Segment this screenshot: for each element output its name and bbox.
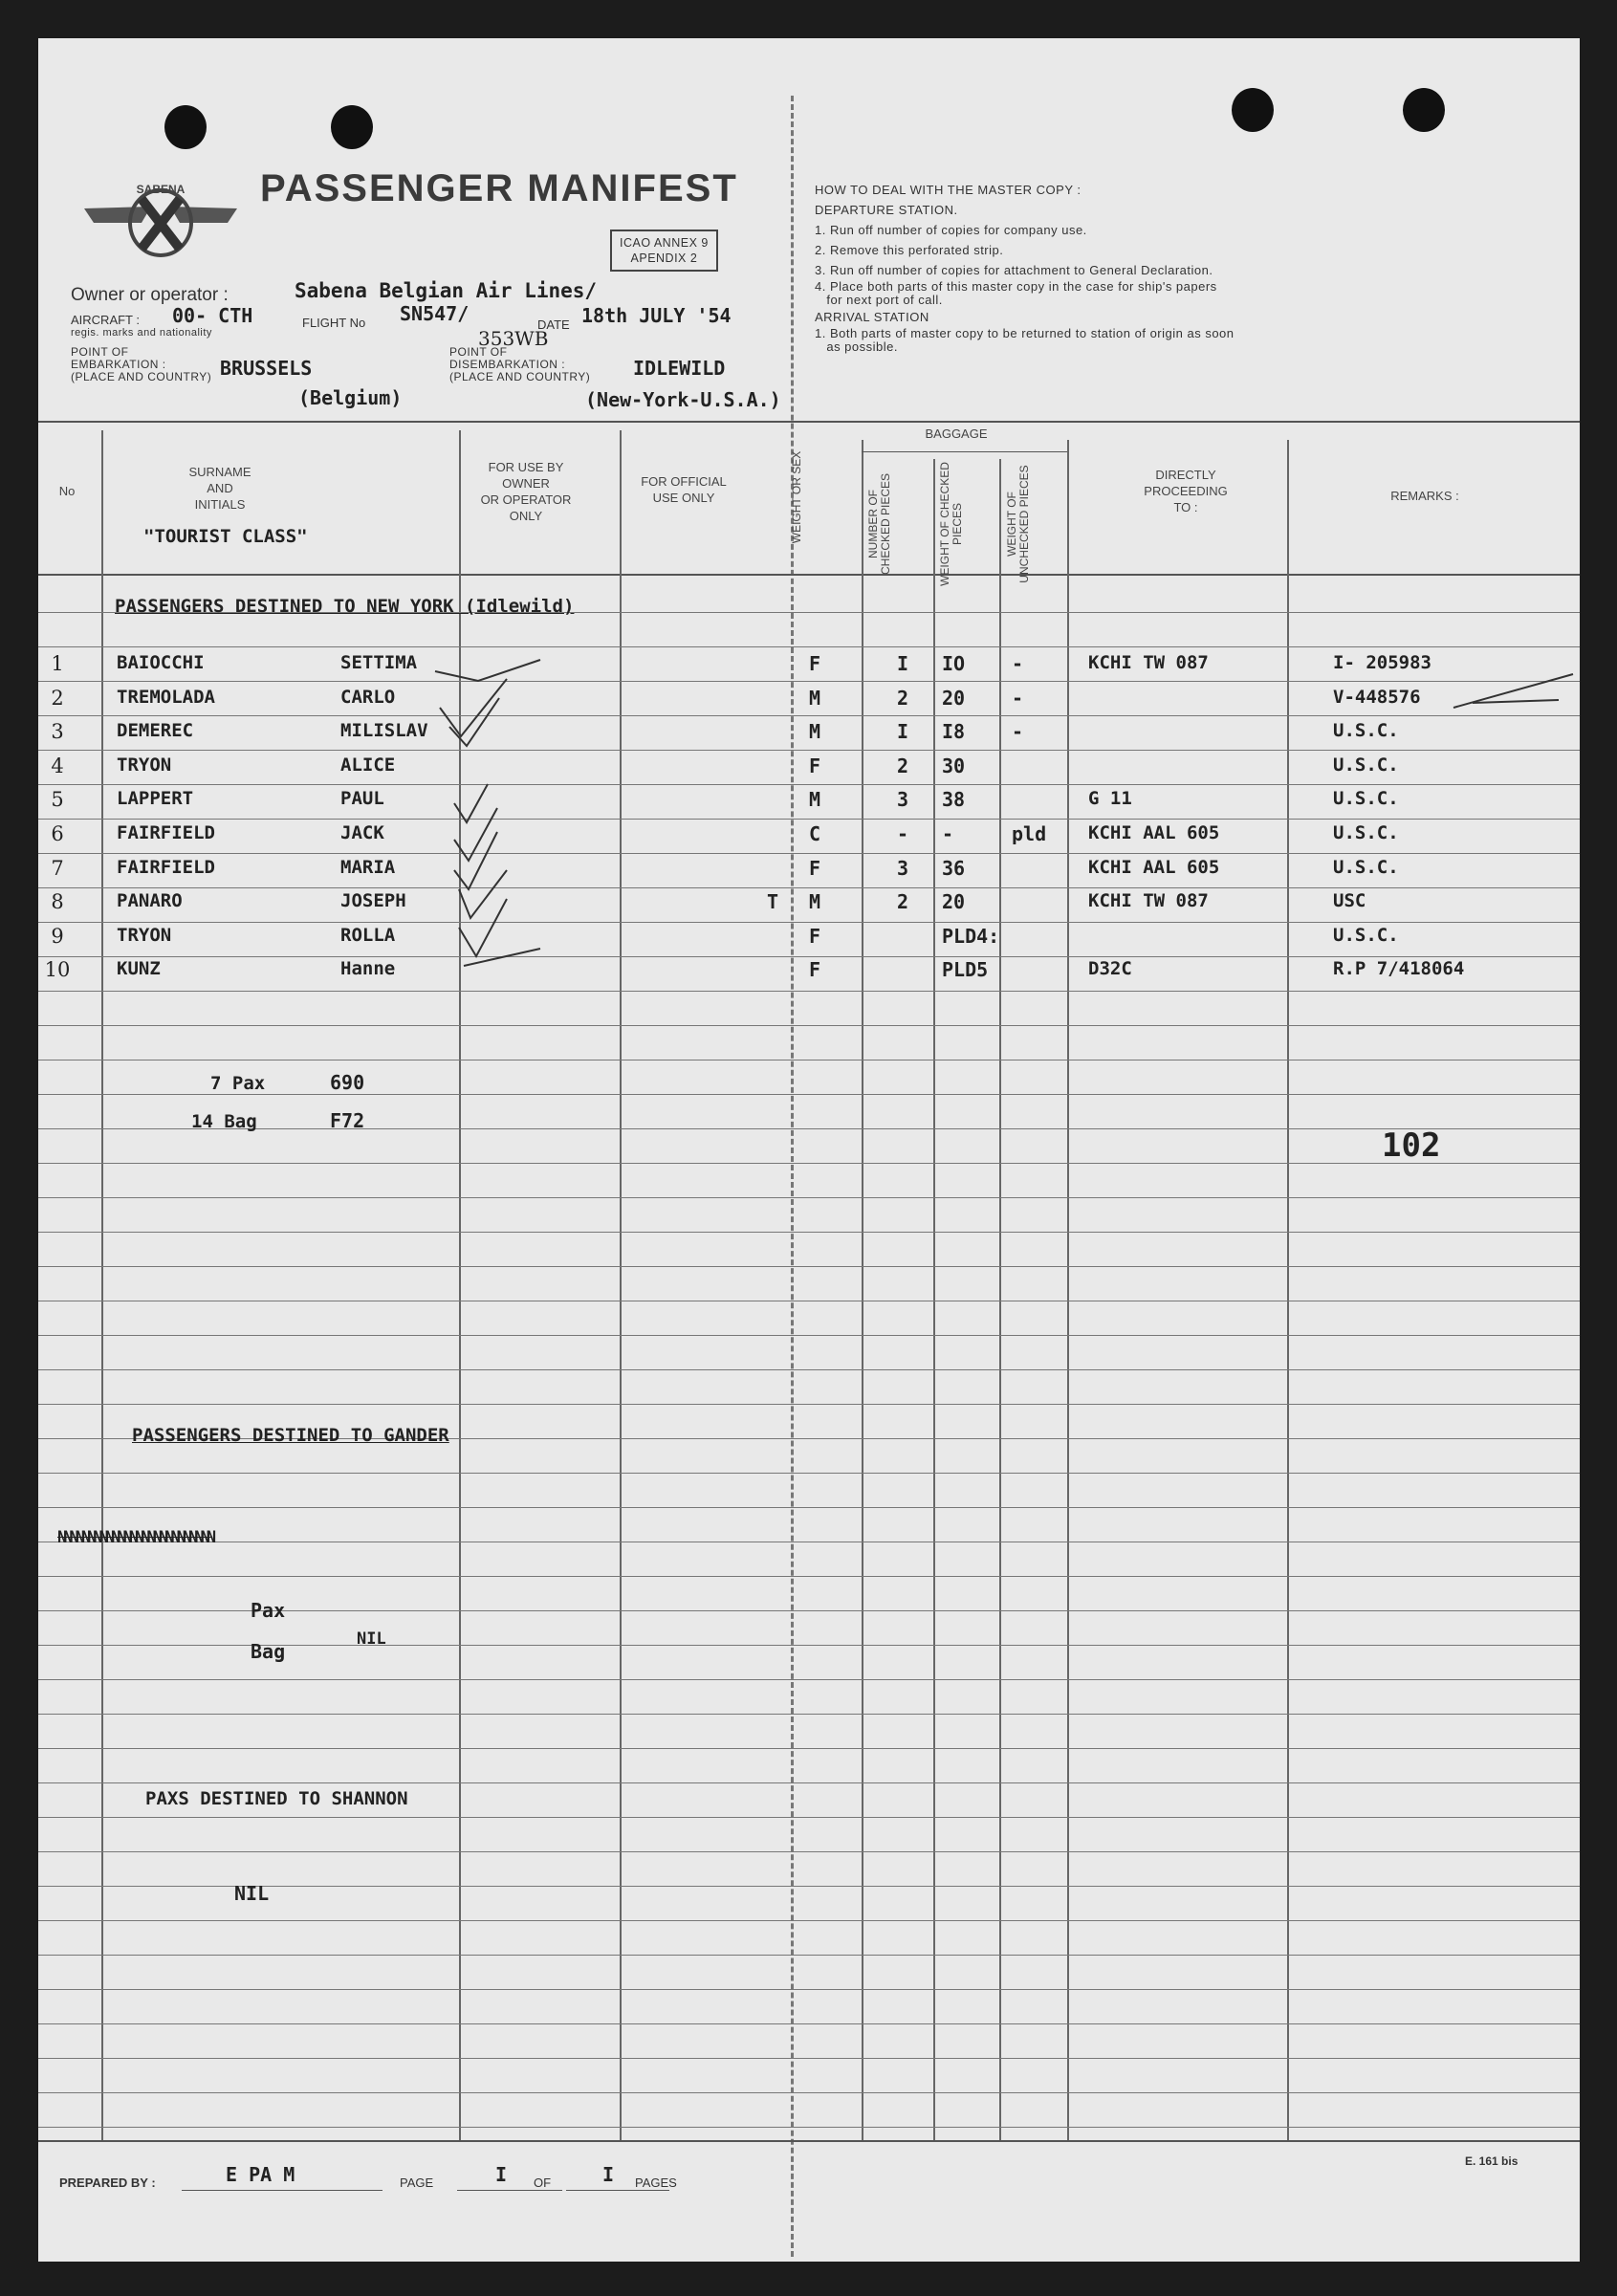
col-baggage: BAGGAGE [925,426,988,441]
embarkation-country: (Belgium) [298,386,403,409]
manifest-sheet [38,38,1580,2262]
owner-value: Sabena Belgian Air Lines/ [295,279,598,302]
pax-no: 4 [51,754,64,777]
col-no: No [58,484,76,498]
row-line [38,1955,1580,1956]
row-line [38,1060,1580,1061]
date-value: 18th JULY '54 [581,304,732,327]
section-new-york: PASSENGERS DESTINED TO NEW YORK (Idlewild) [115,596,575,617]
prepared-underline [182,2190,382,2191]
of-label: OF [534,2176,552,2190]
pax-pieces: 2 [897,754,909,777]
pax-no: 7 [51,856,64,880]
row-line [38,1507,1580,1508]
punch-hole [331,105,373,149]
footer-line [38,2140,1580,2142]
pax-surname: TRYON [117,924,172,946]
pax-surname: PANARO [117,890,183,912]
row-line [38,2023,1580,2024]
pax-weight: - [942,822,954,845]
pax-given: CARLO [340,686,396,708]
row-line [38,784,1580,785]
date-label: DATE [537,317,570,332]
pax-given: JOSEPH [340,890,406,912]
pax-pieces: 3 [897,856,909,880]
pax-no: 5 [51,788,64,812]
col-remarks: REMARKS : [1390,489,1459,503]
total-pax-value: 690 [330,1071,365,1094]
pax-surname: KUNZ [117,958,161,980]
row-line [38,1714,1580,1715]
struck-line: NNNNNNNNNNNNNNNNNNNNNNNNNN [57,1528,213,1547]
row-line [38,2092,1580,2093]
pax-pieces: - [897,822,909,845]
pax-no: 1 [51,652,64,675]
pax-pieces: 2 [897,890,909,914]
pax-surname: LAPPERT [117,788,194,810]
pax-remarks: U.S.C. [1333,788,1399,810]
pax-official: T [767,890,779,914]
pax-weight: 38 [942,788,966,812]
disembarkation-label: POINT OF DISEMBARKATION : (PLACE AND COUNTRY) [449,345,591,383]
pax-weight: 30 [942,754,966,777]
page-label: PAGE [400,2176,434,2190]
row-line [38,1576,1580,1577]
col-class: "TOURIST CLASS" [143,526,308,547]
pax-no: 6 [51,822,64,845]
pax-weight: 20 [942,890,966,914]
pax-proceeding: KCHI AAL 605 [1088,856,1220,878]
pax-sex: F [809,958,821,982]
pax-surname: DEMEREC [117,720,194,742]
prepared-by-label: PREPARED BY : [59,2176,156,2190]
col-divider [1287,440,1289,2142]
col-unchecked-weight: WEIGHT OF UNCHECKED PIECES [1005,465,1031,583]
col-owner-use: FOR USE BY OWNER OR OPERATOR ONLY [480,460,572,523]
pax-remarks: R.P 7/418064 [1333,958,1465,980]
pax-sex: F [809,924,821,948]
gander-bag: Bag [251,1640,286,1663]
page-value: I [495,2163,508,2186]
row-line [38,681,1580,682]
flight-label: FLIGHT No [302,316,366,330]
pax-sex: M [809,788,821,812]
col-proceeding: DIRECTLY PROCEEDING TO : [1144,468,1228,514]
row-line [38,1920,1580,1921]
pax-unchecked: - [1012,720,1024,744]
row-line [38,715,1580,716]
sabena-logo [75,170,247,275]
perforation-line [791,96,794,2257]
pax-given: PAUL [340,788,384,810]
pax-sex: M [809,720,821,744]
row-line [38,1266,1580,1267]
pax-sex: F [809,856,821,880]
gander-nil: NIL [357,1629,386,1649]
section-gander: PASSENGERS DESTINED TO GANDER [132,1425,449,1446]
pax-no: 3 [51,720,64,744]
col-official-use: FOR OFFICIAL USE ONLY [641,474,727,505]
total-pax-label: 7 Pax [210,1073,266,1094]
aircraft-sub-label: regis. marks and nationality [71,327,212,339]
pax-sex: F [809,754,821,777]
prepared-by-value: E PA M [226,2163,295,2186]
instructions-block: HOW TO DEAL WITH THE MASTER COPY : DEPARTURE STATION. 1. Run off number of copies for company use. 2. Remove this perforated strip. 3. Run off number of copies for attachment to General Declaration. 4. Place both parts of this master copy in the case for ship's papers for next port of call. ARRIVAL STATION 1. Both parts of master copy to be returned to station of origin as soon as possible. [815,183,1235,354]
aircraft-label: AIRCRAFT : [71,313,140,327]
pax-given: SETTIMA [340,652,418,673]
pax-weight: PLD5 [942,958,989,982]
row-line [38,1025,1580,1026]
row-line [38,1128,1580,1129]
pages-label: PAGES [635,2176,677,2190]
pax-remarks: U.S.C. [1333,754,1399,776]
row-line [38,1335,1580,1336]
col-checked-pieces: NUMBER OF CHECKED PIECES [866,472,892,576]
page-underline [457,2190,562,2191]
row-line [38,646,1580,647]
pax-surname: TREMOLADA [117,686,215,708]
row-line [38,2127,1580,2128]
pax-no: 9 [51,924,64,948]
pax-proceeding: G 11 [1088,788,1132,810]
col-checked-weight: WEIGHT OF CHECKED PIECES [938,462,964,586]
annex-line-1: ICAO ANNEX 9 [620,236,709,250]
pax-sex: M [809,686,821,710]
pax-no: 8 [51,890,64,914]
check-marks [430,641,564,1004]
pax-proceeding: KCHI TW 087 [1088,890,1209,912]
row-line [38,1679,1580,1680]
row-line [38,1369,1580,1370]
pax-remarks: U.S.C. [1333,856,1399,878]
row-line [38,819,1580,820]
section-shannon: PAXS DESTINED TO SHANNON [145,1788,408,1809]
col-divider [862,440,863,2142]
pax-no: 10 [44,958,71,982]
row-line [38,1748,1580,1749]
row-line [38,956,1580,957]
pax-unchecked: pld [1012,822,1047,845]
flight-value-handwritten: 353WB [478,327,549,350]
page-title: PASSENGER MANIFEST [260,167,738,209]
pax-no: 2 [51,686,64,710]
col-weight-sex: WEIGHT OR SEX [790,450,803,544]
pax-given: JACK [340,822,384,843]
form-code: E. 161 bis [1465,2154,1519,2168]
pax-remarks: USC [1333,890,1366,912]
pax-proceeding: KCHI TW 087 [1088,652,1209,673]
pax-weight: I8 [942,720,966,744]
pax-given: ALICE [340,754,396,776]
baggage-header-line [862,451,1067,452]
pax-remarks: U.S.C. [1333,822,1399,843]
remark-strokes [1396,650,1578,727]
row-line [38,1817,1580,1818]
row-line [38,2058,1580,2059]
disembarkation-value: IDLEWILD [633,357,726,380]
row-line [38,1197,1580,1198]
pax-given: MARIA [340,856,396,878]
pax-pieces: I [897,720,909,744]
pax-surname: FAIRFIELD [117,822,215,843]
pax-remarks: U.S.C. [1333,924,1399,946]
pax-remarks: V-448576 [1333,686,1421,708]
of-value: I [602,2163,615,2186]
pax-surname: FAIRFIELD [117,856,215,878]
pax-weight: 20 [942,686,966,710]
remark-number: 102 [1382,1126,1441,1165]
row-line [38,1782,1580,1783]
total-bag-label: 14 Bag [191,1111,257,1132]
row-line [38,887,1580,888]
punch-hole [1403,88,1445,132]
gander-pax: Pax [251,1599,286,1622]
pax-sex: M [809,890,821,914]
pax-remarks: I- 205983 [1333,652,1431,673]
pax-sex: C [809,822,821,845]
aircraft-value: 00- CTH [172,304,253,327]
flight-value: SN547/ [400,302,470,325]
pax-unchecked: - [1012,686,1024,710]
row-line [38,922,1580,923]
pax-pieces: 2 [897,686,909,710]
logo-text: SABENA [136,183,186,196]
embarkation-value: BRUSSELS [220,357,313,380]
row-line [38,1473,1580,1474]
row-line [38,1094,1580,1095]
embarkation-label: POINT OF EMBARKATION : (PLACE AND COUNTRY) [71,345,212,383]
icao-annex-box [610,230,718,272]
pax-proceeding: D32C [1088,958,1132,980]
owner-label: Owner or operator : [71,285,229,305]
row-line [38,853,1580,854]
row-line [38,1232,1580,1233]
pax-pieces: 3 [897,788,909,812]
annex-line-2: APENDIX 2 [630,251,698,265]
pax-weight: 36 [942,856,966,880]
header-bottom-line [38,574,1580,576]
row-line [38,991,1580,992]
disembarkation-country: (New-York-U.S.A.) [585,388,781,411]
row-line [38,1404,1580,1405]
pax-proceeding: KCHI AAL 605 [1088,822,1220,843]
header-top-line [38,421,1580,423]
row-line [38,1163,1580,1164]
punch-hole [1232,88,1274,132]
shannon-nil: NIL [234,1882,270,1905]
row-line [38,1886,1580,1887]
pax-weight: PLD4: [942,924,1000,948]
of-underline [566,2190,669,2191]
pax-unchecked: - [1012,652,1024,675]
row-line [38,1851,1580,1852]
pax-surname: BAIOCCHI [117,652,205,673]
total-bag-value: F72 [330,1109,365,1132]
col-divider [1067,440,1069,2142]
pax-pieces: I [897,652,909,675]
pax-surname: TRYON [117,754,172,776]
row-line [38,1989,1580,1990]
pax-remarks: U.S.C. [1333,720,1399,742]
pax-given: ROLLA [340,924,396,946]
punch-hole [164,105,207,149]
row-line [38,750,1580,751]
pax-given: MILISLAV [340,720,428,742]
pax-weight: IO [942,652,966,675]
pax-sex: F [809,652,821,675]
col-surname: SURNAME AND INITIALS [188,465,251,512]
pax-given: Hanne [340,958,396,980]
